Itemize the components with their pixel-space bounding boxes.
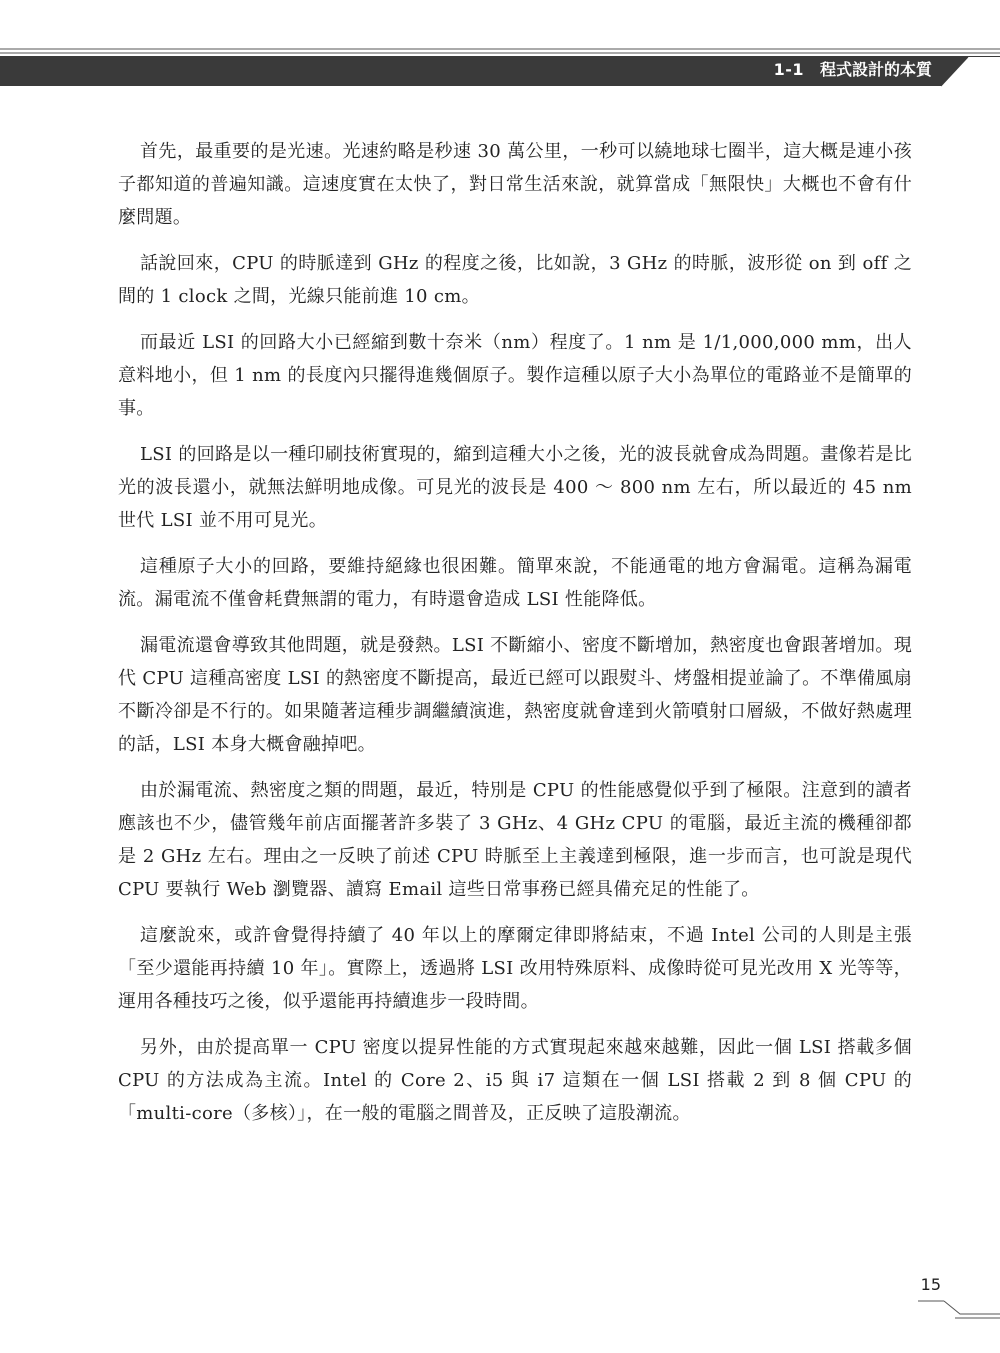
- page-number: 15: [920, 1275, 941, 1294]
- paragraph: 這種原子大小的回路，要維持絕緣也很困難。簡單來說，不能通電的地方會漏電。這稱為漏電流。漏電流不僅會耗費無謂的電力，有時還會造成 LSI 性能降低。: [118, 556, 912, 610]
- running-header: [774, 58, 932, 82]
- section-title: 程式設計的本質: [819, 60, 932, 79]
- footer-decoration: [0, 1290, 1000, 1320]
- paragraph: 而最近 LSI 的回路大小已經縮到數十奈米（nm）程度了。1 nm 是 1/1,000,000 mm，出人意料地小，但 1 nm 的長度內只擺得進幾個原子。製作這種以原子大小為單位的電路並不是簡單的事。: [118, 332, 912, 419]
- paragraph: 另外，由於提高單一 CPU 密度以提昇性能的方式實現起來越來越難，因此一個 LSI 搭載多個 CPU 的方法成為主流。Intel 的 Core 2、i5 與 i7 這類在一個 LSI 搭載 2 到 8 個 CPU 的「multi-core（多核）」，在一般的電腦之間普及，正反映了這股潮流。: [118, 1037, 912, 1124]
- paragraph: LSI 的回路是以一種印刷技術實現的，縮到這種大小之後，光的波長就會成為問題。畫像若是比光的波長還小，就無法鮮明地成像。可見光的波長是 400 ～ 800 nm 左右，所以最近的 45 nm 世代 LSI 並不用可見光。: [118, 444, 912, 531]
- paragraph: 這麼說來，或許會覺得持續了 40 年以上的摩爾定律即將結束，不過 Intel 公司的人則是主張「至少還能再持續 10 年」。實際上，透過將 LSI 改用特殊原料、成像時從可見光改用 X 光等等，運用各種技巧之後，似乎還能再持續進步一段時間。: [118, 925, 912, 1012]
- section-number: 1-1: [773, 60, 804, 79]
- paragraph: 漏電流還會導致其他問題，就是發熱。LSI 不斷縮小、密度不斷增加，熱密度也會跟著增加。現代 CPU 這種高密度 LSI 的熱密度不斷提高，最近已經可以跟熨斗、烤盤相提並論了。不準備風扇不斷冷卻是不行的。如果隨著這種步調繼續演進，熱密度就會達到火箭噴射口層級，不做好熱處理的話，LSI 本身大概會融掉吧。: [118, 635, 912, 755]
- body-text: [118, 135, 912, 1143]
- paragraph: 首先，最重要的是光速。光速約略是秒速 30 萬公里，一秒可以繞地球七圈半，這大概是連小孩子都知道的普遍知識。這速度實在太快了，對日常生活來說，就算當成「無限快」大概也不會有什麼問題。: [118, 141, 912, 228]
- paragraph: 話說回來，CPU 的時脈達到 GHz 的程度之後，比如說，3 GHz 的時脈，波形從 on 到 off 之間的 1 clock 之間，光線只能前進 10 cm。: [118, 253, 912, 307]
- paragraph: 由於漏電流、熱密度之類的問題，最近，特別是 CPU 的性能感覺似乎到了極限。注意到的讀者應該也不少，儘管幾年前店面擺著許多裝了 3 GHz、4 GHz CPU 的電腦，最近主流的機種卻都是 2 GHz 左右。理由之一反映了前述 CPU 時脈至上主義達到極限，進一步而言，也可說是現代 CPU 要執行 Web 瀏覽器、讀寫 Email 這些日常事務已經具備充足的性能了。: [118, 780, 912, 900]
